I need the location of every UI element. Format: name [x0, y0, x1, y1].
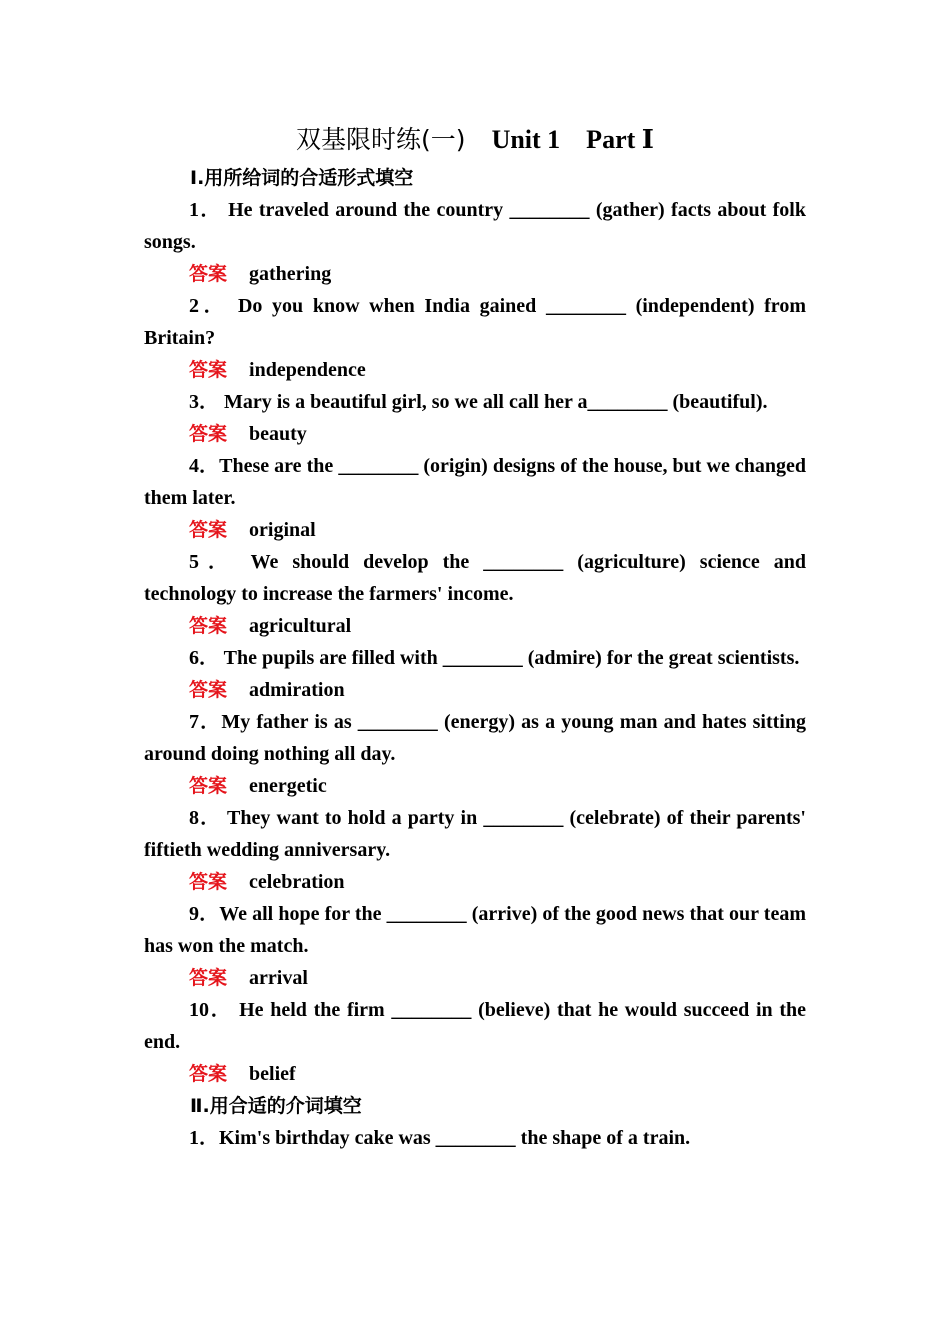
- question-text: 5． We should develop the ________ (agriculture) science and technology to increase the farmers' income.: [144, 551, 806, 605]
- title-chinese: 双基限时练(一): [296, 125, 466, 154]
- answer-tag: 答案: [189, 263, 228, 285]
- answer-tag: 答案: [189, 423, 228, 445]
- answer-text: celebration: [249, 871, 345, 893]
- answer-text: independence: [249, 359, 366, 381]
- answer-text: belief: [249, 1063, 296, 1085]
- question-text: 1． He traveled around the country ________ (gather) facts about folk songs.: [144, 199, 806, 253]
- section-2-heading: Ⅱ.用合适的介词填空: [190, 1095, 362, 1117]
- question-7: [144, 706, 806, 802]
- question-text: 3． Mary is a beautiful girl, so we all call her a________ (beautiful).: [189, 391, 768, 413]
- question-text: 7．My father is as ________ (energy) as a young man and hates sitting around doing nothing all day.: [144, 711, 806, 765]
- answer-text: arrival: [249, 967, 308, 989]
- answer-line: [144, 610, 806, 642]
- answer-tag: 答案: [189, 967, 228, 989]
- question-text: 2． Do you know when India gained ________ (independent) from Britain?: [144, 295, 806, 349]
- question-text: 1．Kim's birthday cake was ________ the shape of a train.: [189, 1127, 691, 1149]
- answer-line: [144, 866, 806, 898]
- answer-text: original: [249, 519, 316, 541]
- question-5: [144, 546, 806, 642]
- answer-text: agricultural: [249, 615, 352, 637]
- answer-line: [144, 674, 806, 706]
- title-unit-part: Unit 1 Part Ⅰ: [491, 125, 654, 154]
- question-9: [144, 898, 806, 994]
- worksheet-page: [144, 122, 806, 1154]
- question-4: [144, 450, 806, 546]
- answer-line: [144, 354, 806, 386]
- answer-tag: 答案: [189, 871, 228, 893]
- section-1-heading: Ⅰ.用所给词的合适形式填空: [190, 167, 414, 189]
- answer-tag: 答案: [189, 775, 228, 797]
- answer-tag: 答案: [189, 519, 228, 541]
- answer-text: energetic: [249, 775, 327, 797]
- question-text: 8． They want to hold a party in ________ (celebrate) of their parents' fiftieth wedding anniversary.: [144, 807, 806, 861]
- answer-tag: 答案: [189, 359, 228, 381]
- answer-text: beauty: [249, 423, 307, 445]
- page-title: [144, 122, 806, 158]
- question-1: [144, 194, 806, 290]
- answer-tag: 答案: [189, 679, 228, 701]
- question-8: [144, 802, 806, 898]
- section-2-question-1: [144, 1122, 806, 1154]
- answer-tag: 答案: [189, 1063, 228, 1085]
- answer-line: [144, 962, 806, 994]
- question-text: 6． The pupils are filled with ________ (admire) for the great scientists.: [189, 647, 800, 669]
- question-10: [144, 994, 806, 1090]
- question-text: 10． He held the firm ________ (believe) that he would succeed in the end.: [144, 999, 806, 1053]
- answer-text: gathering: [249, 263, 332, 285]
- question-6: [144, 642, 806, 706]
- answer-text: admiration: [249, 679, 345, 701]
- question-2: [144, 290, 806, 386]
- answer-line: [144, 418, 806, 450]
- answer-line: [144, 514, 806, 546]
- question-text: 9．We all hope for the ________ (arrive) of the good news that our team has won the match.: [144, 903, 806, 957]
- answer-tag: 答案: [189, 615, 228, 637]
- answer-line: [144, 1058, 806, 1090]
- answer-line: [144, 258, 806, 290]
- answer-line: [144, 770, 806, 802]
- question-3: [144, 386, 806, 450]
- question-text: 4．These are the ________ (origin) designs of the house, but we changed them later.: [144, 455, 806, 509]
